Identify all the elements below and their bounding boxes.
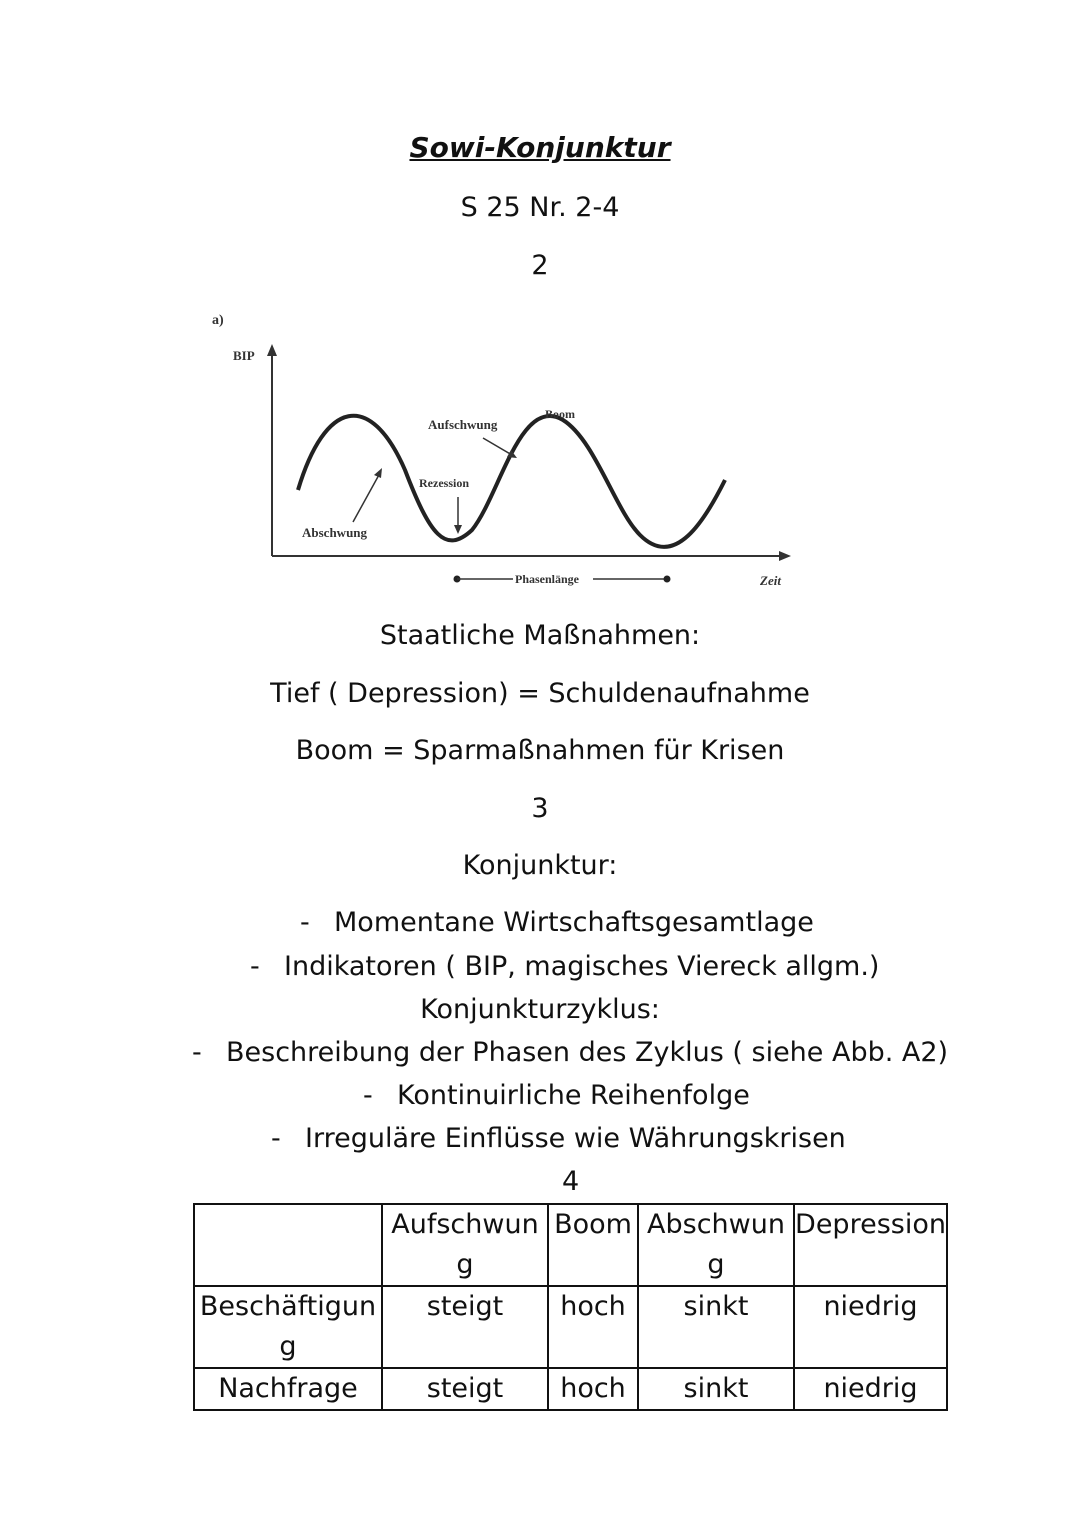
arrow-abschwung-head xyxy=(374,468,382,478)
page-title: Sowi-Konjunktur xyxy=(409,131,671,164)
table-header-cell xyxy=(194,1204,382,1286)
figure-label: a) xyxy=(212,313,224,328)
bullet-dash: - xyxy=(363,1080,373,1111)
y-axis-arrowhead xyxy=(267,344,277,356)
table-row xyxy=(194,1368,947,1410)
table-cell: niedrig xyxy=(794,1368,947,1410)
measures-line-2: Boom = Sparmaßnahmen für Krisen xyxy=(295,735,785,766)
phase-table xyxy=(193,1203,948,1411)
arrow-rezession-head xyxy=(454,525,462,534)
row-label: Nachfrage xyxy=(194,1368,382,1410)
bullet-dash: - xyxy=(250,951,260,982)
task-number-3: 3 xyxy=(531,793,549,824)
x-axis-label: Zeit xyxy=(760,573,781,588)
bullet-text: Irreguläre Einflüsse wie Währungskrisen xyxy=(305,1123,846,1154)
page-reference: S 25 Nr. 2-4 xyxy=(460,192,620,223)
bullet-text: Indikatoren ( BIP, magisches Viereck allgm.) xyxy=(284,951,880,982)
bullet-text: Kontinuirliche Reihenfolge xyxy=(397,1080,750,1111)
task-number-2: 2 xyxy=(531,250,549,281)
bullet-item xyxy=(300,905,814,941)
bullet-text: Momentane Wirtschaftsgesamtlage xyxy=(334,907,814,938)
table-row xyxy=(194,1286,947,1368)
measures-heading: Staatliche Maßnahmen: xyxy=(379,620,701,651)
table-cell: sinkt xyxy=(638,1286,794,1368)
arrow-aufschwung xyxy=(483,438,512,455)
table-cell: hoch xyxy=(548,1368,638,1410)
table-cell: hoch xyxy=(548,1286,638,1368)
table-header-cell: Abschwung xyxy=(638,1204,794,1286)
table-header-row xyxy=(194,1204,947,1286)
table-header-cell: Boom xyxy=(548,1204,638,1286)
table-cell: steigt xyxy=(382,1286,548,1368)
phase-end-dot xyxy=(664,576,671,583)
label-boom: Boom xyxy=(545,407,575,421)
table-header-cell: Aufschwung xyxy=(382,1204,548,1286)
bullet-dash: - xyxy=(271,1123,281,1154)
label-abschwung: Abschwung xyxy=(302,525,368,540)
cycle-heading: Konjunkturzyklus: xyxy=(420,994,660,1025)
bullet-item xyxy=(250,949,879,985)
table-cell: niedrig xyxy=(794,1286,947,1368)
bullet-text: Beschreibung der Phasen des Zyklus ( siehe Abb. A2) xyxy=(226,1037,949,1068)
bullet-dash: - xyxy=(300,907,310,938)
x-axis-arrowhead xyxy=(779,551,791,561)
bullet-dash: - xyxy=(192,1037,202,1068)
konjunktur-heading: Konjunktur: xyxy=(462,850,618,881)
measures-line-1: Tief ( Depression) = Schuldenaufnahme xyxy=(270,678,810,709)
bullet-item xyxy=(271,1121,846,1157)
table-cell: sinkt xyxy=(638,1368,794,1410)
table-header-cell: Depression xyxy=(794,1204,947,1286)
label-aufschwung: Aufschwung xyxy=(428,417,498,432)
y-axis-label: BIP xyxy=(233,348,255,363)
task-number-4: 4 xyxy=(562,1166,580,1197)
bullet-item xyxy=(192,1035,948,1071)
row-label: Beschäftigung xyxy=(194,1286,382,1368)
bullet-item xyxy=(363,1078,750,1114)
table-cell: steigt xyxy=(382,1368,548,1410)
label-phasenlaenge: Phasenlänge xyxy=(515,572,580,586)
label-rezession: Rezession xyxy=(419,476,469,490)
arrow-abschwung xyxy=(353,473,380,522)
business-cycle-diagram xyxy=(195,300,805,600)
